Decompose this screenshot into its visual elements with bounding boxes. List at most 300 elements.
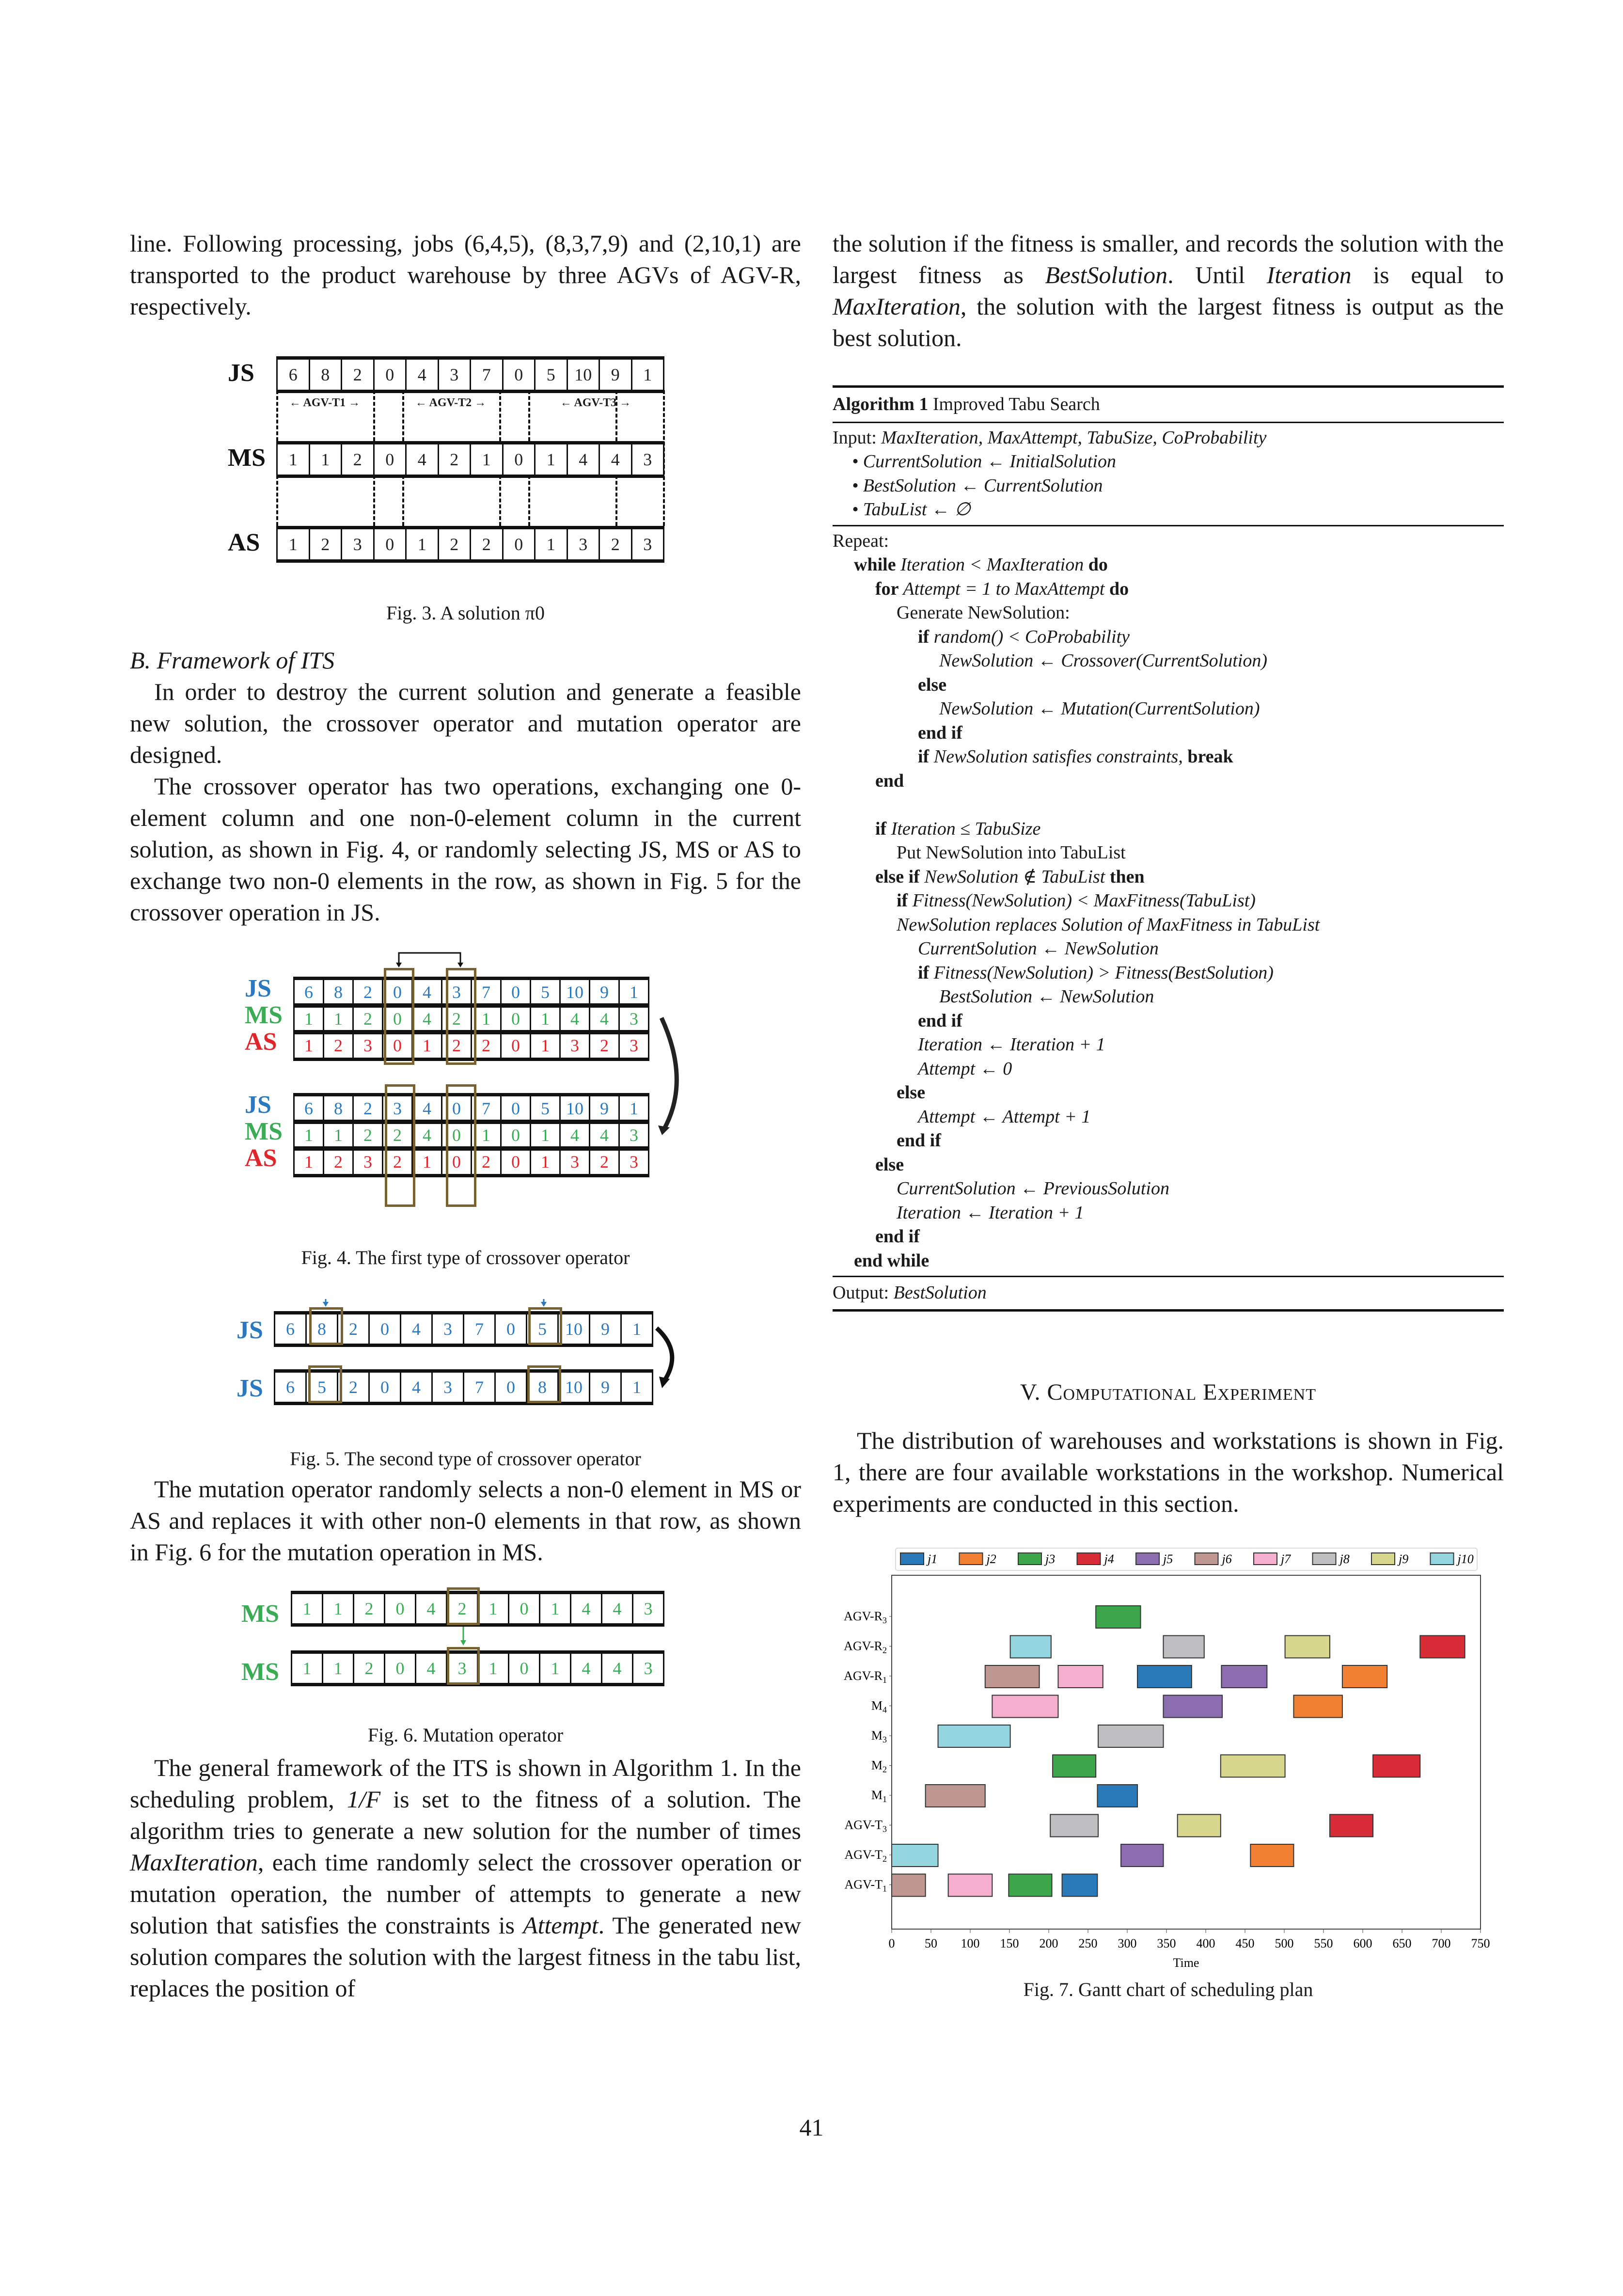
array-cell: 4 — [602, 1594, 633, 1623]
array-cell: 1 — [531, 1150, 561, 1174]
math: BestSolution — [1045, 261, 1168, 288]
array-cell: 4 — [590, 1007, 620, 1031]
array-cell: 0 — [442, 1150, 472, 1174]
array-cell: 6 — [295, 980, 324, 1004]
array-cell: 0 — [383, 980, 413, 1004]
array-cell: 0 — [502, 980, 531, 1004]
array-cell: 3 — [632, 529, 665, 559]
figure-3 — [228, 339, 693, 572]
array-cell: 3 — [354, 1033, 383, 1058]
array-cell: 3 — [633, 1594, 664, 1623]
array-cell: 8 — [324, 980, 354, 1004]
text: . Until — [1167, 261, 1267, 288]
figure-7-caption — [833, 1978, 1504, 2002]
svg-text:700: 700 — [1432, 1936, 1451, 1950]
svg-text:j7: j7 — [1281, 1552, 1291, 1566]
array-cell: 0 — [375, 360, 407, 390]
algorithm-line: Iteration ← Iteration + 1 — [918, 1034, 1105, 1055]
array-cell: 0 — [502, 1123, 531, 1147]
section-v-title: V. Computational Experiment — [1020, 1379, 1316, 1405]
array-cell: 10 — [568, 360, 600, 390]
array-cell: 5 — [531, 1096, 561, 1121]
array-cell: 3 — [633, 1654, 664, 1683]
array-cell: 1 — [622, 1314, 653, 1344]
array-cell: 1 — [278, 529, 310, 559]
algorithm-line: for Attempt = 1 to MaxAttempt do — [875, 578, 1129, 599]
paragraph-framework — [130, 1752, 801, 2004]
right-top-paragraph — [833, 228, 1504, 354]
array-cell: 4 — [413, 1007, 442, 1031]
svg-text:AGV-R1: AGV-$R_1$ — [844, 1669, 887, 1685]
algorithm-line: Iteration ← Iteration + 1 — [897, 1202, 1084, 1223]
array-cell: 1 — [620, 980, 649, 1004]
array-cell: 2 — [439, 529, 472, 559]
array-cell: 10 — [559, 1314, 590, 1344]
algorithm-line: Attempt ← Attempt + 1 — [918, 1106, 1091, 1127]
array-cell: 1 — [622, 1373, 653, 1402]
array-cell: 0 — [385, 1594, 416, 1623]
math: Iteration — [1266, 261, 1352, 288]
array-cell: 2 — [383, 1150, 413, 1174]
array-cell: 4 — [407, 360, 439, 390]
title-bold: Algorithm 1 — [833, 394, 929, 414]
array-cell: 7 — [464, 1314, 496, 1344]
array-cell: 6 — [295, 1096, 324, 1121]
array-cell: 1 — [295, 1007, 324, 1031]
row-label: JS — [236, 1375, 263, 1402]
array-cell: 0 — [502, 1033, 531, 1058]
array-cell: 1 — [531, 1033, 561, 1058]
dashed-divider — [663, 390, 665, 526]
array-cell: 2 — [447, 1594, 478, 1623]
array-cell: 7 — [472, 980, 502, 1004]
paragraph-mutation: The mutation operator randomly selects a non-0 element in MS or AS and replaces it with other non-0 elements in that row, as shown in Fig. 6 for the mutation operation in MS. — [130, 1475, 801, 1566]
array-cell: 1 — [540, 1654, 571, 1683]
array-cell: 1 — [620, 1096, 649, 1121]
array-cell: 2 — [442, 1033, 472, 1058]
fig3-row-js — [276, 356, 664, 393]
algorithm-1 — [833, 385, 1504, 1312]
array-cell: 9 — [590, 980, 620, 1004]
array-cell: 4 — [401, 1373, 433, 1402]
math: 1/F — [347, 1786, 381, 1813]
array-cell: 1 — [295, 1150, 324, 1174]
algorithm-line: if NewSolution satisfies constraints, break — [918, 746, 1233, 767]
array-cell: 6 — [275, 1373, 307, 1402]
array-cell: 0 — [502, 1150, 531, 1174]
svg-text:550: 550 — [1314, 1936, 1333, 1950]
dashed-divider — [499, 475, 501, 526]
algorithm-line: end — [875, 770, 904, 791]
array-cell: 2 — [590, 1150, 620, 1174]
array-cell: 2 — [338, 1373, 370, 1402]
array-cell: 0 — [509, 1654, 540, 1683]
text: is equal to — [1351, 261, 1504, 288]
algorithm-line: if random() < CoProbability — [918, 626, 1130, 647]
svg-text:j5: j5 — [1163, 1552, 1173, 1566]
array-cell: 0 — [383, 1033, 413, 1058]
algorithm-line: else — [918, 674, 947, 695]
array-cell: 2 — [354, 1123, 383, 1147]
array-cell: 9 — [590, 1096, 620, 1121]
mutation-paragraph — [130, 1473, 801, 1568]
row-label: AS — [245, 1028, 277, 1056]
array-cell: 5 — [531, 980, 561, 1004]
array-cell: 7 — [472, 1096, 502, 1121]
algorithm-line: Put NewSolution into TabuList — [897, 842, 1126, 863]
array-cell: 4 — [416, 1594, 447, 1623]
array-cell: 4 — [561, 1123, 590, 1147]
algorithm-line: while Iteration < MaxIteration do — [854, 554, 1108, 575]
algorithm-body — [833, 526, 1504, 1276]
agv-span-label: ← AGV-T1 → — [289, 396, 361, 409]
array-cell: 2 — [442, 1007, 472, 1031]
array-cell: 2 — [354, 1007, 383, 1031]
array-cell: 1 — [292, 1654, 323, 1683]
svg-text:M2: $M_2$ — [871, 1758, 887, 1774]
array-cell: 3 — [568, 529, 600, 559]
framework-paragraph — [130, 1752, 801, 2004]
algorithm-line — [833, 793, 1504, 817]
svg-text:650: 650 — [1392, 1936, 1412, 1950]
array-cell: 3 — [383, 1096, 413, 1121]
array-cell: 7 — [471, 360, 504, 390]
row-label: JS — [228, 359, 254, 387]
svg-text:350: 350 — [1157, 1936, 1176, 1950]
svg-text:j2: j2 — [986, 1552, 996, 1566]
agv-span-label: ← AGV-T3 → — [560, 396, 631, 409]
algorithm-line: NewSolution ← Crossover(CurrentSolution) — [939, 650, 1267, 671]
array-cell: 1 — [472, 1007, 502, 1031]
svg-text:150: 150 — [1000, 1936, 1019, 1950]
svg-text:AGV-R2: AGV-$R_2$ — [844, 1639, 887, 1655]
text: , each time randomly select the crossover operation or mutation operation, the number of attempts to generate a new solution that satisfies the constraints is — [130, 1849, 801, 1939]
intro-text: line. Following processing, jobs (6,4,5), (8,3,7,9) and (2,10,1) are transported to the product warehouse by three AGVs of AGV-R, respectively. — [130, 230, 801, 320]
paragraph-v: The distribution of warehouses and workstations is shown in Fig. 1, there are four available workstations in the workshop. Numerical experiments are conducted in this section. — [833, 1427, 1504, 1517]
svg-text:300: 300 — [1118, 1936, 1137, 1950]
algorithm-line: else — [875, 1154, 904, 1175]
array-cell: 8 — [310, 360, 343, 390]
array-cell: 1 — [472, 1123, 502, 1147]
caption-text: Fig. 5. The second type of crossover operator — [290, 1448, 641, 1470]
array-cell: 9 — [590, 1314, 622, 1344]
row-label: MS — [241, 1600, 279, 1628]
section-v — [833, 1379, 1504, 1520]
array-cell: 3 — [620, 1150, 649, 1174]
input-vars: MaxIteration, MaxAttempt, TabuSize, CoProbability — [881, 427, 1267, 448]
array-cell: 0 — [375, 444, 407, 475]
array-cell: 4 — [416, 1654, 447, 1683]
array-cell: 1 — [323, 1654, 354, 1683]
array-cell: 0 — [442, 1096, 472, 1121]
array-cell: 1 — [413, 1150, 442, 1174]
array-cell: 1 — [478, 1654, 509, 1683]
gantt-svg — [824, 1541, 1527, 1968]
array-cell: 3 — [561, 1150, 590, 1174]
svg-text:AGV-T1: AGV-$T_1$ — [844, 1877, 887, 1894]
dashed-divider — [373, 475, 375, 526]
svg-text:M3: $M_3$ — [871, 1728, 887, 1744]
array-cell: 2 — [342, 444, 375, 475]
svg-text:200: 200 — [1039, 1936, 1058, 1950]
array-cell: 4 — [590, 1123, 620, 1147]
text: is set to the fitness of a solution. The algorithm tries to generate a new solution for the number of times — [130, 1786, 801, 1844]
array-cell: 2 — [439, 444, 472, 475]
array-cell: 3 — [442, 980, 472, 1004]
svg-text:j6: j6 — [1222, 1552, 1232, 1566]
text: the solution if the fitness is smaller, and records the solution with the largest fitness as — [833, 230, 1504, 288]
svg-text:j1: j1 — [928, 1552, 938, 1566]
svg-text:M1: $M_1$ — [871, 1788, 887, 1804]
svg-text:j3: j3 — [1045, 1552, 1056, 1566]
algorithm-line: Repeat: — [833, 530, 889, 551]
svg-text:j10: j10 — [1457, 1552, 1474, 1566]
math: MaxIteration — [130, 1849, 258, 1876]
array-cell: 0 — [504, 529, 536, 559]
array-cell: 1 — [292, 1594, 323, 1623]
algorithm-line: Attempt ← 0 — [918, 1058, 1012, 1079]
array-cell: 10 — [559, 1373, 590, 1402]
algorithm-output — [833, 1277, 1504, 1309]
section-b — [130, 645, 801, 928]
dashed-divider — [615, 475, 617, 526]
intro-paragraph — [130, 228, 801, 322]
figure-6 — [218, 1580, 703, 1696]
algorithm-line: if Iteration ≤ TabuSize — [875, 818, 1041, 839]
array-cell: 1 — [324, 1007, 354, 1031]
array-cell: 1 — [324, 1123, 354, 1147]
array-cell: 3 — [447, 1654, 478, 1683]
svg-text:AGV-T2: AGV-$T_2$ — [844, 1848, 887, 1864]
figure-5-caption — [130, 1447, 801, 1471]
math: MaxIteration — [833, 293, 961, 320]
array-cell: 8 — [527, 1373, 559, 1402]
math: Attempt — [523, 1912, 599, 1939]
array-cell: 8 — [307, 1314, 338, 1344]
init-step: • TabuList ← ∅ — [852, 499, 971, 520]
array-cell: 3 — [433, 1373, 464, 1402]
array-cell: 3 — [342, 529, 375, 559]
row-label: JS — [245, 975, 271, 1002]
array-cell: 2 — [324, 1150, 354, 1174]
row-label: JS — [236, 1316, 263, 1344]
array-cell: 0 — [370, 1373, 401, 1402]
svg-text:500: 500 — [1275, 1936, 1294, 1950]
array-cell: 1 — [540, 1594, 571, 1623]
page-number: 41 — [799, 2114, 824, 2141]
array-cell: 1 — [471, 444, 504, 475]
array-cell: 0 — [504, 444, 536, 475]
array-cell: 5 — [536, 360, 568, 390]
paragraph-top — [833, 228, 1504, 354]
paragraph-b1: In order to destroy the current solution and generate a feasible new solution, the crossover operator and mutation operator are designed. — [130, 678, 801, 768]
algorithm-line: end if — [918, 1010, 962, 1031]
init-step: • CurrentSolution ← InitialSolution — [852, 451, 1116, 472]
text: The general framework of the ITS is shown in Algorithm 1. In the scheduling problem, — [130, 1754, 801, 1813]
dashed-divider — [528, 475, 530, 526]
array-cell: 2 — [471, 529, 504, 559]
array-cell: 4 — [401, 1314, 433, 1344]
array-cell: 1 — [278, 444, 310, 475]
array-cell: 0 — [442, 1123, 472, 1147]
swap-arrows — [218, 1299, 703, 1420]
array-cell: 1 — [536, 444, 568, 475]
row-label: MS — [228, 444, 266, 472]
algorithm-line: end if — [918, 722, 962, 743]
array-cell: 1 — [531, 1123, 561, 1147]
array-cell: 8 — [324, 1096, 354, 1121]
array-cell: 1 — [531, 1007, 561, 1031]
svg-text:750: 750 — [1471, 1936, 1490, 1950]
figure-6-caption — [130, 1723, 801, 1747]
array-cell: 4 — [602, 1654, 633, 1683]
init-list — [833, 450, 1504, 522]
array-cell: 5 — [527, 1314, 559, 1344]
row-label: AS — [228, 529, 260, 556]
array-cell: 4 — [571, 1654, 602, 1683]
row-label: MS — [245, 1118, 283, 1145]
svg-text:Time: Time — [1173, 1956, 1199, 1968]
row-label: MS — [241, 1658, 279, 1686]
svg-text:0: 0 — [888, 1936, 895, 1950]
svg-text:j9: j9 — [1399, 1552, 1409, 1566]
array-cell: 5 — [307, 1373, 338, 1402]
algorithm-line: end if — [875, 1226, 920, 1247]
array-cell: 0 — [383, 1007, 413, 1031]
array-cell: 3 — [620, 1123, 649, 1147]
array-cell: 10 — [561, 1096, 590, 1121]
array-cell: 4 — [571, 1594, 602, 1623]
caption-text: Fig. 3. A solution π0 — [386, 602, 545, 624]
svg-text:j4: j4 — [1104, 1552, 1114, 1566]
title-text: Improved Tabu Search — [928, 394, 1100, 414]
mutation-arrow — [218, 1580, 703, 1696]
array-cell: 0 — [504, 360, 536, 390]
algorithm-line: else — [897, 1082, 926, 1103]
array-cell: 2 — [590, 1033, 620, 1058]
array-cell: 2 — [472, 1150, 502, 1174]
dashed-divider — [499, 390, 501, 441]
figure-4-caption — [130, 1246, 801, 1270]
caption-text: Fig. 6. Mutation operator — [367, 1724, 564, 1746]
algorithm-line: end if — [897, 1130, 941, 1151]
figure-5 — [218, 1299, 703, 1420]
algorithm-line: else if NewSolution ∉ TabuList then — [875, 866, 1145, 887]
algorithm-line: NewSolution replaces Solution of MaxFitness in TabuList — [897, 914, 1320, 935]
row-label: AS — [245, 1144, 277, 1172]
dashed-divider — [402, 475, 404, 526]
init-step: • BestSolution ← CurrentSolution — [852, 475, 1103, 496]
array-cell: 2 — [354, 1654, 385, 1683]
algorithm-line: end while — [854, 1250, 930, 1271]
array-cell: 3 — [561, 1033, 590, 1058]
array-cell: 2 — [354, 1594, 385, 1623]
array-cell: 3 — [354, 1150, 383, 1174]
array-cell: 3 — [632, 444, 665, 475]
array-cell: 6 — [278, 360, 310, 390]
row-label: JS — [245, 1091, 271, 1119]
svg-text:j8: j8 — [1339, 1552, 1350, 1566]
array-cell: 0 — [496, 1373, 527, 1402]
array-cell: 2 — [354, 980, 383, 1004]
figure-3-caption — [130, 601, 801, 625]
array-cell: 0 — [370, 1314, 401, 1344]
svg-text:M4: $M_4$ — [871, 1698, 887, 1715]
array-cell: 1 — [632, 360, 665, 390]
svg-text:400: 400 — [1196, 1936, 1215, 1950]
array-cell: 3 — [620, 1007, 649, 1031]
array-cell: 2 — [600, 529, 632, 559]
caption-text: Fig. 7. Gantt chart of scheduling plan — [1023, 1979, 1313, 2000]
algorithm-line: BestSolution ← NewSolution — [939, 986, 1154, 1007]
array-cell: 1 — [295, 1033, 324, 1058]
output-var: BestSolution — [893, 1283, 987, 1303]
algorithm-title — [833, 388, 1504, 422]
fig3-row-as — [276, 526, 664, 563]
algorithm-line: CurrentSolution ← NewSolution — [918, 938, 1159, 959]
svg-text:AGV-R3: AGV-$R_3$ — [844, 1609, 887, 1625]
svg-text:AGV-T3: AGV-$T_3$ — [844, 1818, 887, 1834]
array-cell: 3 — [433, 1314, 464, 1344]
caption-text: Fig. 4. The first type of crossover operator — [301, 1247, 630, 1268]
dashed-divider — [373, 390, 375, 441]
array-cell: 4 — [413, 1096, 442, 1121]
array-cell: 1 — [536, 529, 568, 559]
array-cell: 9 — [600, 360, 632, 390]
figure-4 — [237, 935, 722, 1207]
array-cell: 1 — [323, 1594, 354, 1623]
array-cell: 4 — [561, 1007, 590, 1031]
array-cell: 1 — [413, 1033, 442, 1058]
algorithm-line: NewSolution ← Mutation(CurrentSolution) — [939, 698, 1260, 719]
section-b-title: B. Framework of ITS — [130, 647, 335, 674]
text: , the solution with the largest fitness is output as the best solution. — [833, 293, 1504, 351]
array-cell: 2 — [342, 360, 375, 390]
row-label: MS — [245, 1001, 283, 1029]
algorithm-line: if Fitness(NewSolution) < MaxFitness(TabuList) — [897, 890, 1256, 911]
array-cell: 4 — [407, 444, 439, 475]
array-cell: 6 — [275, 1314, 307, 1344]
array-cell: 10 — [561, 980, 590, 1004]
svg-text:250: 250 — [1078, 1936, 1098, 1950]
svg-text:450: 450 — [1235, 1936, 1255, 1950]
array-cell: 1 — [478, 1594, 509, 1623]
array-cell: 9 — [590, 1373, 622, 1402]
bottom-rule — [833, 1309, 1504, 1312]
array-cell: 4 — [568, 444, 600, 475]
array-cell: 2 — [310, 529, 343, 559]
array-cell: 2 — [472, 1033, 502, 1058]
input-line — [833, 426, 1504, 450]
array-cell: 4 — [413, 980, 442, 1004]
algorithm-line: Generate NewSolution: — [897, 602, 1070, 623]
fig3-row-ms — [276, 441, 664, 478]
array-cell: 0 — [375, 529, 407, 559]
array-cell: 4 — [413, 1123, 442, 1147]
array-cell: 4 — [600, 444, 632, 475]
array-cell: 2 — [383, 1123, 413, 1147]
array-cell: 0 — [385, 1654, 416, 1683]
array-cell: 2 — [324, 1033, 354, 1058]
array-cell: 2 — [338, 1314, 370, 1344]
array-cell: 3 — [620, 1033, 649, 1058]
array-cell: 1 — [407, 529, 439, 559]
algorithm-input — [833, 423, 1504, 525]
dashed-divider — [276, 475, 278, 526]
gantt-chart — [824, 1541, 1527, 1968]
paragraph-b2: The crossover operator has two operations, exchanging one 0-element column and one non-0-element column in the current solution, as shown in Fig. 4, or randomly selecting JS, MS or AS to exchange two non-0 elements in the row, as shown in Fig. 5 for the crossover operation in JS. — [130, 773, 801, 926]
array-cell: 0 — [502, 1007, 531, 1031]
